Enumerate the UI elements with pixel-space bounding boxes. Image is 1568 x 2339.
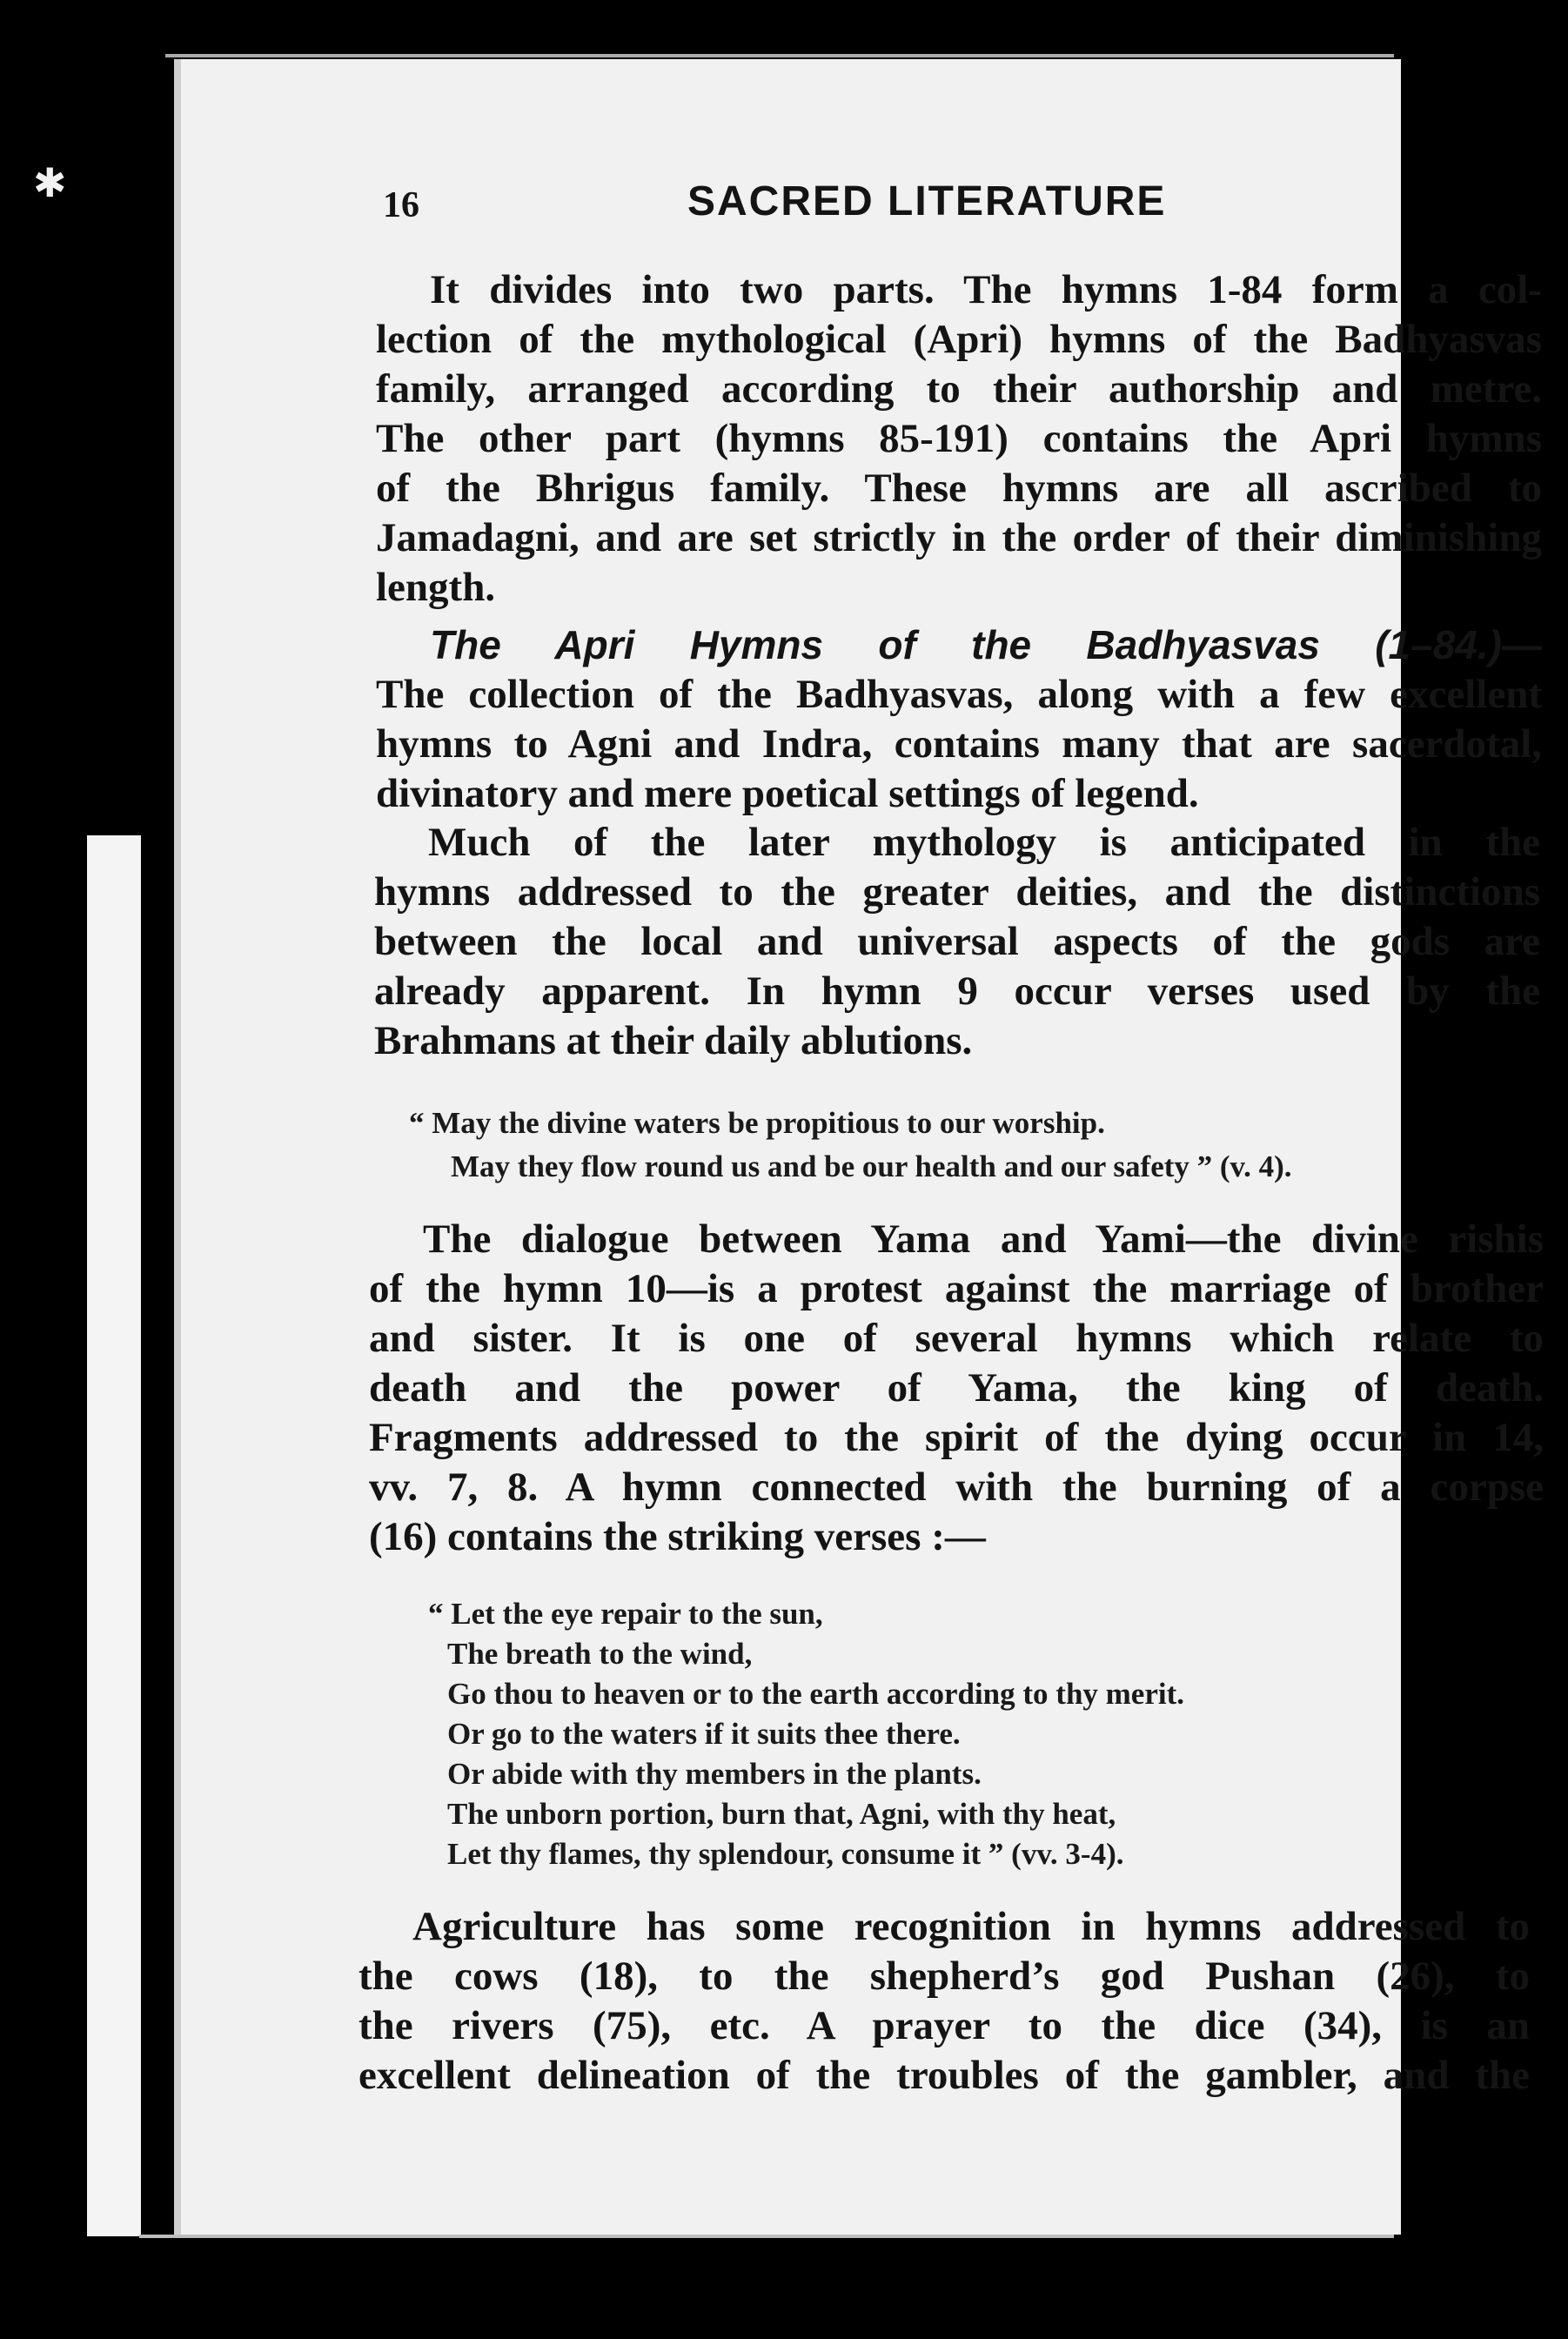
paragraph-line: The dialogue between Yama and Yami—the divine rishis [423,1216,1544,1262]
verse-quote-2-line: Or go to the waters if it suits thee there. [447,1717,961,1751]
paragraph-line: excellent delineation of the troubles of the gambler, and the [358,2053,1530,2098]
paragraph-line: family, arranged according to their authorship and metre. [376,366,1542,412]
verse-quote-2-line: The breath to the wind, [447,1637,753,1671]
paragraph-line: already apparent. In hymn 9 occur verses used by the [374,968,1540,1014]
paragraph-line: Brahmans at their daily ablutions. [374,1018,973,1063]
paragraph-line: between the local and universal aspects of the gods are [374,919,1540,964]
verse-quote-1-line: May they flow round us and be our health and our safety ” (v. 4). [451,1149,1292,1183]
paragraph-line: (16) contains the striking verses :— [369,1514,986,1559]
verse-quote-1-line: “ May the divine waters be propitious to our worship. [409,1106,1105,1140]
page-bottom-edge [139,2235,1394,2238]
verse-quote-2-line: “ Let the eye repair to the sun, [428,1597,823,1631]
paragraph-4 [358,1902,1530,2101]
section-apri-hymns [376,620,1542,819]
paragraph-line: Agriculture has some recognition in hymns addressed to [412,1904,1530,1949]
verse-quote-2-line: The unborn portion, burn that, Agni, with thy heat, [447,1797,1116,1831]
page-number: 16 [383,185,419,225]
page-header [357,176,1236,237]
paragraph-line: The other part (hymns 85-191) contains the Apri hymns [376,416,1542,461]
paragraph-line: of the hymn 10—is a protest against the marriage of brother [369,1266,1544,1311]
scan-artifact: ✱ [33,161,67,205]
paragraph-line: Much of the later mythology is anticipated in the [428,820,1540,865]
verse-quote-2-line: Let thy flames, thy splendour, consume it ” (vv. 3-4). [447,1837,1124,1871]
paragraph-line: the cows (18), to the shepherd’s god Pushan (26), to [358,1954,1530,1999]
paragraph-line: Fragments addressed to the spirit of the dying occur in 14, [369,1415,1544,1460]
verse-quote-2-line: Or abide with thy members in the plants. [447,1757,982,1791]
paragraph-line: hymns addressed to the greater deities, and the distinctions [374,869,1540,915]
paragraph-line: vv. 7, 8. A hymn connected with the burning of a corpse [369,1464,1544,1510]
section-heading: The Apri Hymns of the Badhyasvas (1–84.)— [430,622,1542,667]
verse-quote-2-line: Go thou to heaven or to the earth according to thy merit. [447,1677,1185,1711]
paragraph-2 [374,818,1540,1066]
paragraph-line: divinatory and mere poetical settings of legend. [376,771,1199,816]
paragraph-line: lection of the mythological (Apri) hymns of the Badhyasvas [376,317,1542,362]
paragraph-3 [369,1215,1544,1562]
paragraph-line: hymns to Agni and Indra, contains many that are sacerdotal, [376,721,1542,767]
page-top-edge [165,54,1394,57]
paragraph-line: The collection of the Badhyasvas, along with a few excellent [376,672,1542,717]
page-edge-strip [87,835,141,2236]
paragraph-line: Jamadagni, and are set strictly in the order of their diminishing [376,515,1542,560]
paragraph-line: and sister. It is one of several hymns which relate to [369,1316,1544,1361]
running-head: SACRED LITERATURE [687,178,1167,225]
paragraph-1 [376,265,1542,613]
paragraph-line: death and the power of Yama, the king of death. [369,1365,1544,1411]
paragraph-line: of the Bhrigus family. These hymns are all ascribed to [376,466,1542,511]
paragraph-line: It divides into two parts. The hymns 1-84 form a col- [430,267,1542,312]
paragraph-line: the rivers (75), etc. A prayer to the dice (34), is an [358,2003,1530,2048]
paragraph-line: length. [376,565,496,610]
